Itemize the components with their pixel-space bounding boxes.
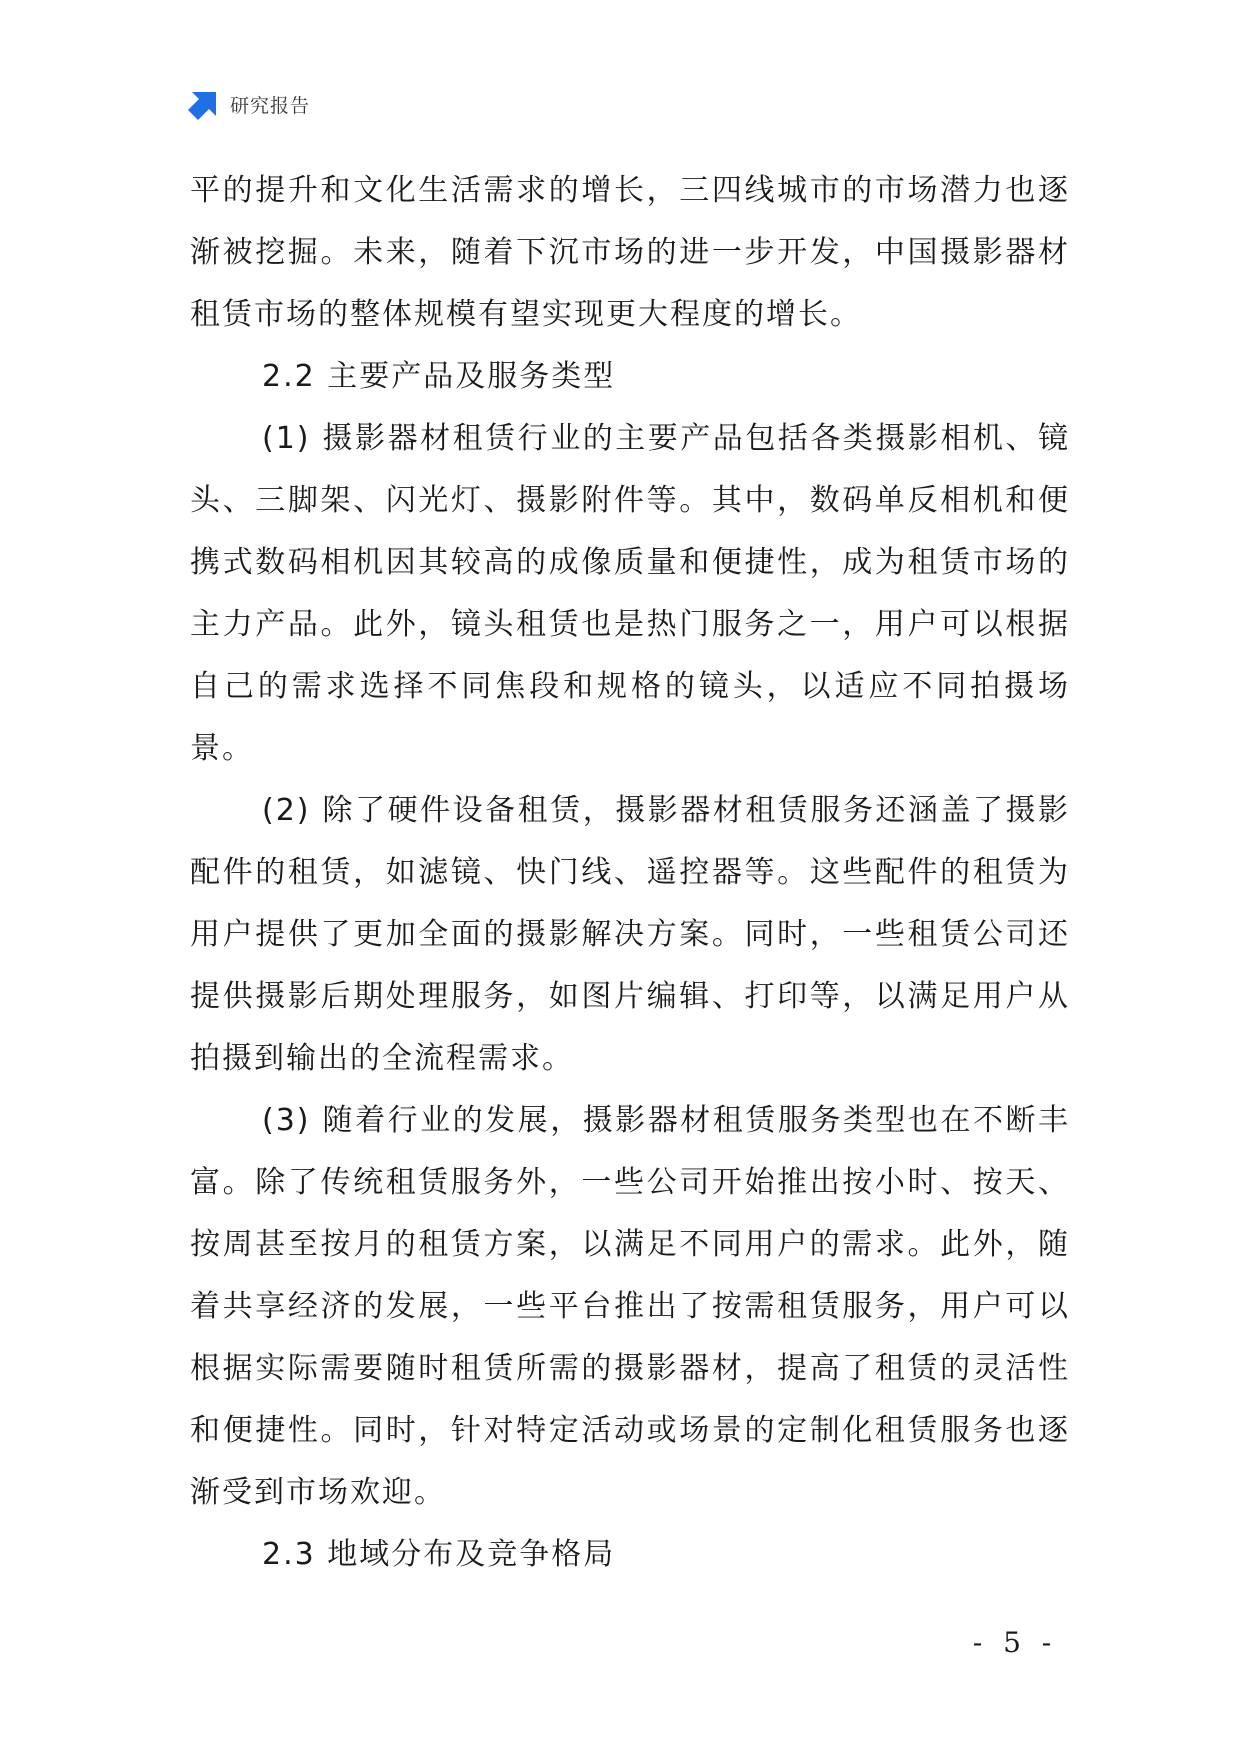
page-number: - 5 - xyxy=(972,1626,1058,1659)
page-header xyxy=(188,86,310,122)
document-body xyxy=(190,160,1070,1586)
paragraph-2: (2) 除了硬件设备租赁，摄影器材租赁服务还涵盖了摄影配件的租赁，如滤镜、快门线、遥控器等。这些配件的租赁为用户提供了更加全面的摄影解决方案。同时，一些租赁公司还提供摄影后期处理服务，如图片编辑、打印等，以满足用户从拍摄到输出的全流程需求。 xyxy=(190,793,1070,1076)
intro-paragraph: 平的提升和文化生活需求的增长，三四线城市的市场潜力也逐渐被挖掘。未来，随着下沉市场的进一步开发，中国摄影器材租赁市场的整体规模有望实现更大程度的增长。 xyxy=(190,173,1070,332)
section-heading-2-2: 2.2 主要产品及服务类型 xyxy=(262,359,616,394)
paragraph-1: (1) 摄影器材租赁行业的主要产品包括各类摄影相机、镜头、三脚架、闪光灯、摄影附件等。其中，数码单反相机和便携式数码相机因其较高的成像质量和便捷性，成为租赁市场的主力产品。此外，镜头租赁也是热门服务之一，用户可以根据自己的需求选择不同焦段和规格的镜头，以适应不同拍摄场景。 xyxy=(190,421,1070,766)
arrow-up-right-icon xyxy=(188,88,220,120)
paragraph-3: (3) 随着行业的发展，摄影器材租赁服务类型也在不断丰富。除了传统租赁服务外，一些公司开始推出按小时、按天、按周甚至按月的租赁方案，以满足不同用户的需求。此外，随着共享经济的发展，一些平台推出了按需租赁服务，用户可以根据实际需要随时租赁所需的摄影器材，提高了租赁的灵活性和便捷性。同时，针对特定活动或场景的定制化租赁服务也逐渐受到市场欢迎。 xyxy=(190,1103,1070,1510)
header-title: 研究报告 xyxy=(230,94,311,117)
section-heading-2-3: 2.3 地域分布及竞争格局 xyxy=(262,1537,616,1572)
